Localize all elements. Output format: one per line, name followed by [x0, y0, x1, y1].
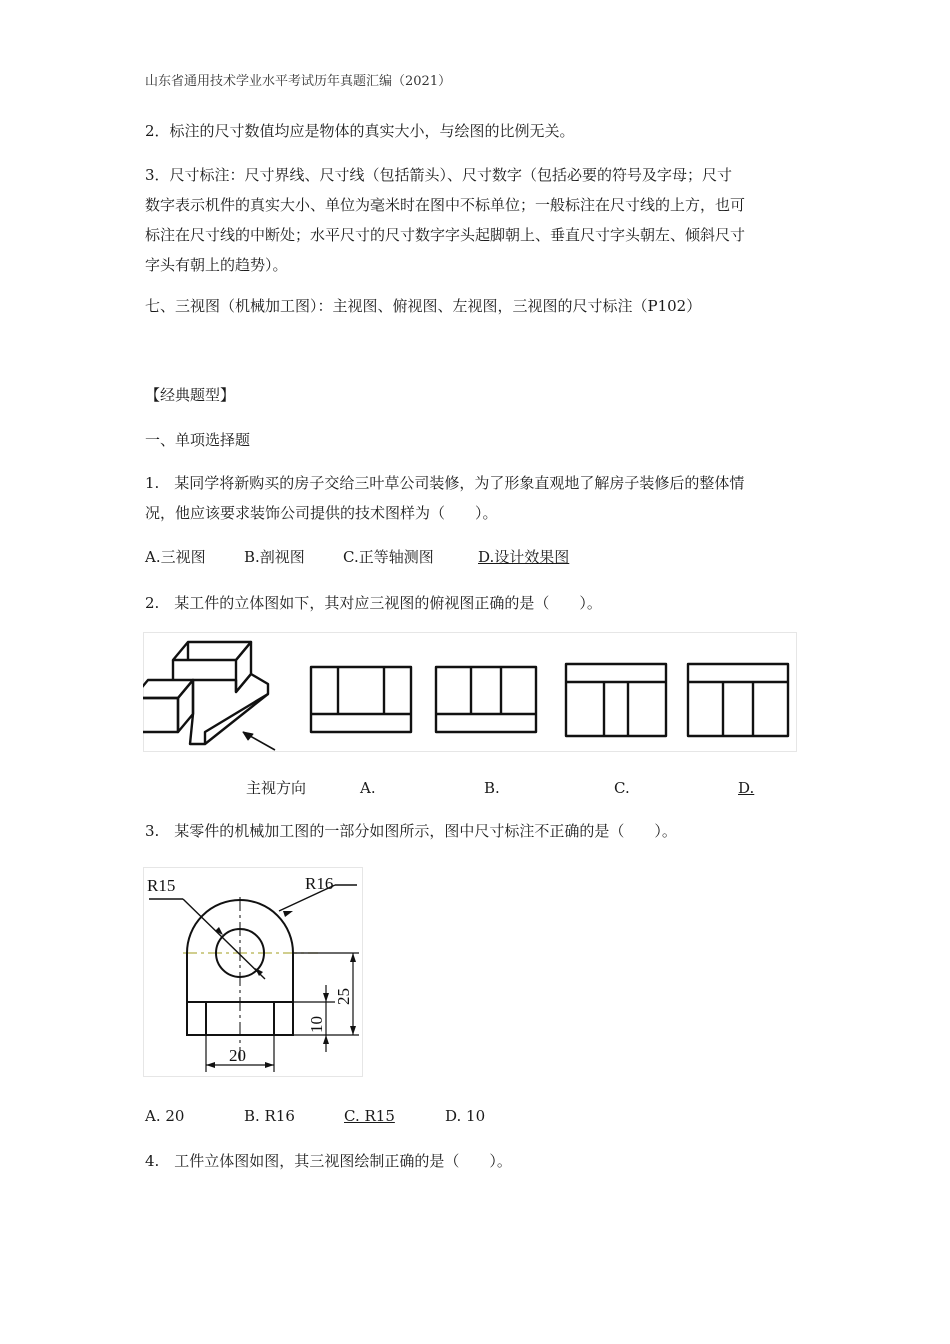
note-item-3-line: 数字表示机件的真实大小、单位为毫米时在图中不标单位；一般标注在尺寸线的上方，也可 [145, 196, 746, 214]
dim-r16: R16 [305, 874, 334, 893]
q2-caption-a: A. [360, 779, 376, 797]
q3-option-a: A. 20 [145, 1107, 185, 1125]
q1-option-c: C.正等轴测图 [343, 548, 434, 566]
note-item-2: 2．标注的尺寸数值均应是物体的真实大小，与绘图的比例无关。 [145, 122, 575, 140]
note-item-3-line: 字头有朝上的趋势）。 [145, 256, 288, 274]
dim-10: 10 [307, 1016, 326, 1033]
q3-option-c: C. R15 [344, 1107, 395, 1125]
question-4: 4. 工件立体图如图，其三视图绘制正确的是（ ）。 [145, 1152, 512, 1170]
note-item-3-line: 标注在尺寸线的中断处；水平尺寸的尺寸数字字头起脚朝上、垂直尺寸字头朝左、倾斜尺寸 [145, 226, 746, 244]
q3-figure [143, 867, 363, 1077]
note-item-3 [145, 160, 810, 280]
q2-caption-front-view: 主视方向 [246, 779, 307, 797]
dim-25: 25 [334, 988, 353, 1005]
dim-r15: R15 [147, 876, 176, 895]
question-1 [145, 468, 810, 528]
subsection-title: 一、单项选择题 [145, 431, 251, 449]
q2-caption-d: D. [738, 779, 755, 797]
q1-option-d: D.设计效果图 [478, 548, 570, 566]
q1-option-b: B.剖视图 [244, 548, 305, 566]
q3-option-b: B. R16 [244, 1107, 295, 1125]
question-2: 2. 某工件的立体图如下，其对应三视图的俯视图正确的是（ ）。 [145, 594, 602, 612]
question-1-line: 1. 某同学将新购买的房子交给三叶草公司装修，为了形象直观地了解房子装修后的整体情 [145, 474, 745, 492]
q2-figure [143, 632, 797, 752]
q1-option-a: A.三视图 [145, 548, 206, 566]
note-item-3-line: 3．尺寸标注：尺寸界线、尺寸线（包括箭头）、尺寸数字（包括必要的符号及字母；尺寸 [145, 166, 733, 184]
note-item-7: 七、三视图（机械加工图）：主视图、俯视图、左视图，三视图的尺寸标注（P102） [145, 297, 702, 315]
q2-caption-c: C. [614, 779, 630, 797]
page-header: 山东省通用技术学业水平考试历年真题汇编（2021） [145, 74, 452, 89]
q2-caption-b: B. [484, 779, 500, 797]
dim-20: 20 [229, 1046, 246, 1065]
q3-option-d: D. 10 [445, 1107, 486, 1125]
question-3: 3. 某零件的机械加工图的一部分如图所示，图中尺寸标注不正确的是（ ）。 [145, 822, 677, 840]
section-title: 【经典题型】 [145, 386, 236, 404]
question-1-line: 况，他应该要求装饰公司提供的技术图样为（ ）。 [145, 504, 498, 522]
